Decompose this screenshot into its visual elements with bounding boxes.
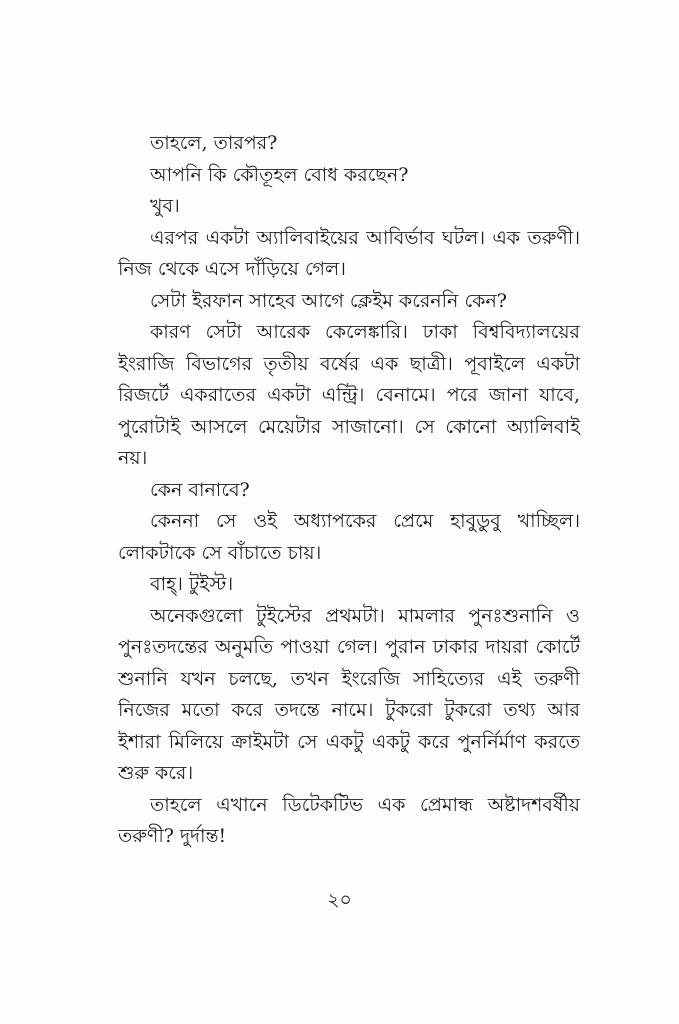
paragraph-5: সেটা ইরফান সাহেব আগে ক্লেইম করেননি কেন? — [150, 289, 507, 312]
body-text — [118, 128, 580, 853]
paragraph-3: খুব। — [150, 195, 180, 217]
paragraph-10: অনেকগুলো টুইস্টের প্রথমটা। মামলার পুনঃশুনানি ও পুনঃতদন্তের অনুমতি পাওয়া গেল। পুরান ঢাকার দায়রা কোর্টে শুনানি যখন চলছে, তখন ইংরেজি সাহিত্যের এই তরুণী নিজের মতো করে তদন্তে নামে। টুকরো টুকরো তথ্য আর ইশারা মিলিয়ে ক্রাইমটা সে একটু একটু করে পুনর্নির্মাণ করতে শুরু করে। — [118, 604, 580, 784]
paragraph-6: কারণ সেটা আরেক কেলেঙ্কারি। ঢাকা বিশ্ববিদ্যালয়ের ইংরাজি বিভাগের তৃতীয় বর্ষের এক ছাত্রী। পূবাইলে একটা রিজর্টে একরাতের একটা এন্ট্রি। বেনামে। পরে জানা যাবে, পুরোটাই আসলে মেয়েটার সাজানো। সে কোনো অ্যালিবাই নয়। — [118, 321, 580, 469]
page-number: ২০ — [327, 889, 352, 911]
paragraph-9: বাহ্। টুইস্ট। — [150, 573, 234, 595]
paragraph-1: তাহলে, তারপর? — [150, 132, 278, 154]
paragraph-7: কেন বানাবে? — [150, 478, 250, 501]
paragraph-4: এরপর একটা অ্যালিবাইয়ের আবির্ভাব ঘটল। এক তরুণী। নিজ থেকে এসে দাঁড়িয়ে গেল। — [118, 226, 580, 280]
paragraph-11: তাহলে এখানে ডিটেকটিভ এক প্রেমান্ধ অষ্টাদশবর্ষীয় তরুণী? দুর্দান্ত! — [118, 793, 580, 847]
paragraph-8: কেননা সে ওই অধ্যাপকের প্রেমে হাবুডুবু খাচ্ছিল। লোকটাকে সে বাঁচাতে চায়। — [118, 510, 580, 564]
paragraph-2: আপনি কি কৌতূহল বোধ করছেন? — [150, 163, 409, 186]
